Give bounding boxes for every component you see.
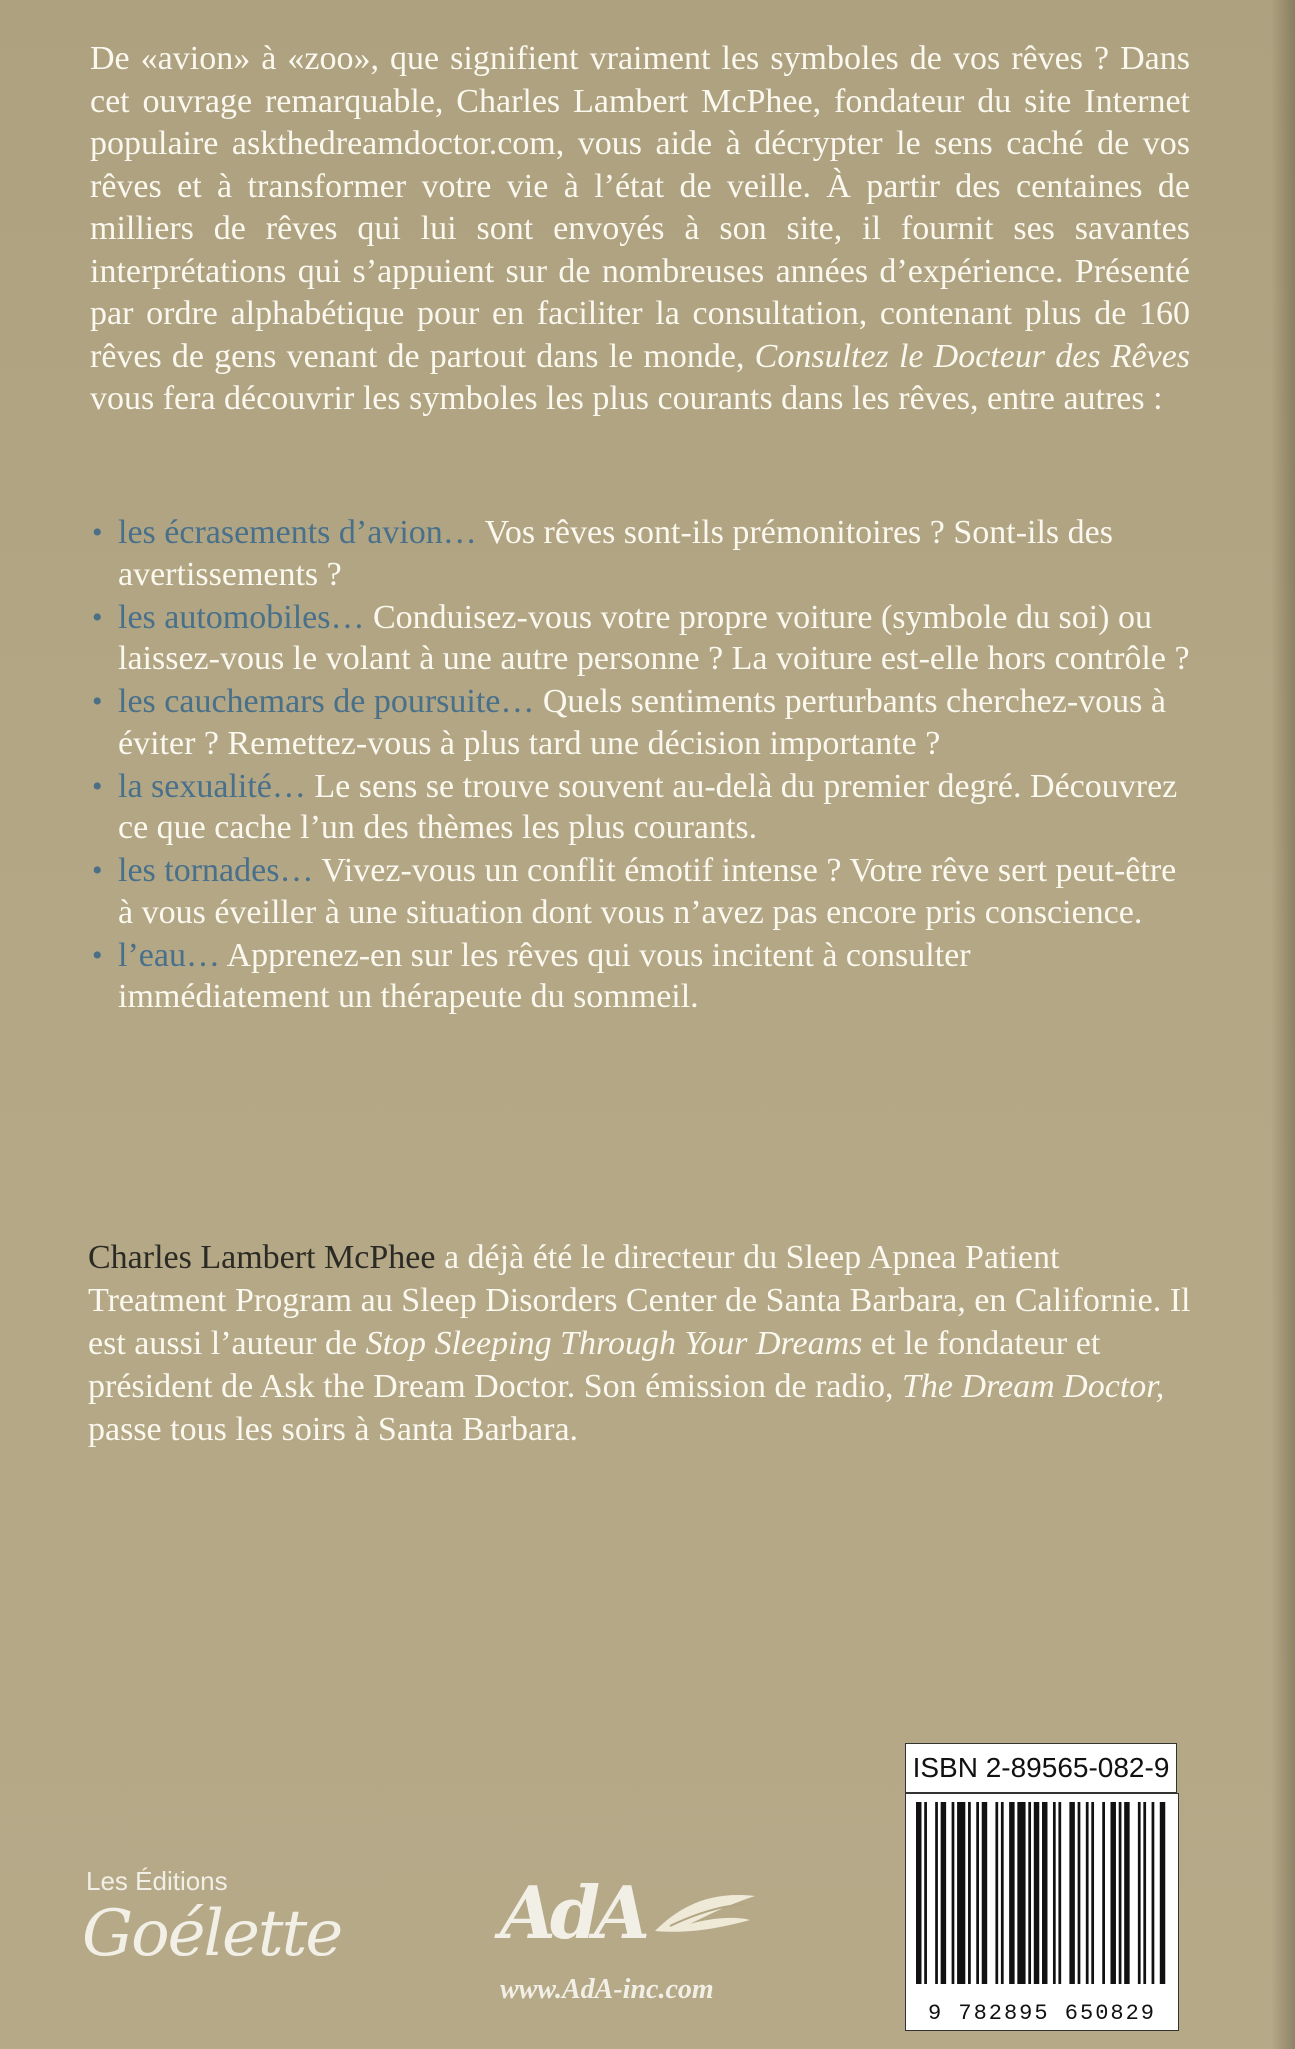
barcode-bar [1110,1802,1115,1984]
barcode-bar [941,1802,946,1984]
list-item-text: Conduisez-vous votre propre voiture (symbole du soi) ou laissez-vous le volant à une autre personne ? La voiture est-elle hors contrôle ? [118,598,1190,677]
barcode-bar [924,1802,927,1984]
barcode-bar [976,1802,979,1984]
blurb-paragraph [90,38,1190,421]
bullet-icon: • [92,516,103,549]
author-bio [88,1236,1198,1451]
barcode-bar [1001,1802,1004,1984]
publisher-url: www.AdA-inc.com [500,1974,714,2005]
barcode-bar [1069,1802,1074,1984]
list-item-text: Quels sentiments perturbants cherchez-vous à éviter ? Remettez-vous à plus tard une décision importante ? [118,683,1166,762]
blurb-part: vous fera découvrir les symboles les plus courants dans les rêves, entre autres : [90,380,1163,417]
list-item-term: les automobiles… [118,598,365,636]
barcode-digits: 9 782895 650829 [927,2001,1157,2026]
list-item [90,597,1190,680]
publisher-logo-ada [500,1870,780,2020]
list-item-term: l’eau… [118,936,220,974]
barcode-bar [935,1802,938,1984]
barcode-bar [952,1802,955,1984]
bio-part: a déjà été le directeur du Sleep Apnea Patient Treatment Program au Sleep Disorders Center de Santa Barbara, en Californie. Il est aussi l’auteur de [88,1239,1191,1362]
publisher-logo-goelette [82,1866,341,1971]
publisher-logo-small-text: Les Éditions [86,1866,228,1896]
barcode-bar [1086,1802,1089,1984]
bio-part: et le fondateur et président de Ask the Dream Doctor. Son émission de radio, [88,1325,1101,1405]
publisher-logo-wordmark: Goélette [82,1897,342,1971]
barcode-bars [916,1802,1168,1984]
list-item-term: les écrasements d’avion… [118,514,477,551]
barcode-bar [1119,1802,1122,1984]
list-item-text: Le sens se trouve souvent au-delà du premier degré. Découvrez ce que cache l’un des thèmes les plus courants. [118,767,1178,846]
barcode-bar [1042,1802,1047,1984]
list-item-text: Vivez-vous un conflit émotif intense ? Votre rêve sert peut-être à vous éveiller à une situation dont vous n’avez pas encore pris conscience. [118,852,1177,931]
list-item-term: les tornades… [118,852,314,889]
author-book-title: Stop Sleeping Through Your Dreams [365,1325,863,1362]
bullet-icon: • [92,600,103,634]
barcode-bar [968,1802,971,1984]
barcode-bar [916,1802,921,1984]
spine-shadow [1271,0,1295,2049]
isbn-label: ISBN 2-89565-082-9 [905,1743,1177,1793]
wing-icon [650,1876,760,1956]
author-bio-paragraph [88,1236,1198,1451]
ada-wordmark: AdA [500,1870,645,1955]
list-item-text: Vos rêves sont-ils prémonitoires ? Sont-ils des avertissements ? [118,514,1113,593]
barcode-bar [1143,1802,1146,1984]
list-item-text: Apprenez-en sur les rêves qui vous incitent à consulter immédiatement un thérapeute du sommeil. [118,936,971,1015]
bullet-icon: • [92,854,103,887]
barcode-bar [1138,1802,1141,1984]
barcode-bar [1034,1802,1039,1984]
book-title: Consultez le Docteur des Rêves [754,337,1191,375]
barcode-bar [1017,1802,1025,1984]
list-item [90,935,1190,1018]
bullet-icon: • [92,769,103,803]
author-name: Charles Lambert McPhee [88,1239,436,1276]
barcode-bar [1078,1802,1081,1984]
blurb-part: De «avion» à «zoo», que signifient vraiment les symboles de vos rêves ? Dans cet ouvrage remarquable, Charles Lambert McPhee, fondateur du site Internet populaire askthedreamdoctor.com, vous aide à décrypter le sens caché de vos rêves et à transformer votre vie à l’état de veille. À partir des centaines de milliers de rêves qui lui sont envoyés à son site, il fournit ses savantes interprétations qui s’appuient sur de nombreuses années d’expérience. Présenté par ordre alphabétique pour en faciliter la consultation, contenant plus de 160 rêves de gens venant de partout dans le monde, [90,40,1190,375]
bio-part: passe tous les soirs à Santa Barbara. [88,1411,579,1448]
bullet-icon: • [92,685,103,718]
barcode-bar [1124,1802,1129,1984]
barcode-bar [1058,1802,1061,1984]
barcode-bar [1053,1802,1056,1984]
list-item [90,766,1190,849]
barcode-bar [982,1802,987,1984]
barcode-bar [957,1802,965,1984]
barcode-bar [995,1802,998,1984]
barcode-bar [1160,1802,1165,1984]
barcode [905,1793,1179,2031]
blurb-text [90,38,1190,421]
list-item [90,850,1190,933]
symbol-list [90,512,1190,1019]
bullet-icon: • [92,938,103,972]
barcode-bar [1091,1802,1094,1984]
barcode-bar [1152,1802,1155,1984]
list-item [90,512,1190,595]
barcode-bar [1102,1802,1105,1984]
barcode-bar [1028,1802,1031,1984]
radio-show-title: The Dream Doctor, [901,1368,1165,1405]
list-item [90,681,1190,764]
barcode-bar [1009,1802,1014,1984]
list-item-term: les cauchemars de poursuite… [118,683,535,720]
list-item-term: la sexualité… [118,767,306,805]
